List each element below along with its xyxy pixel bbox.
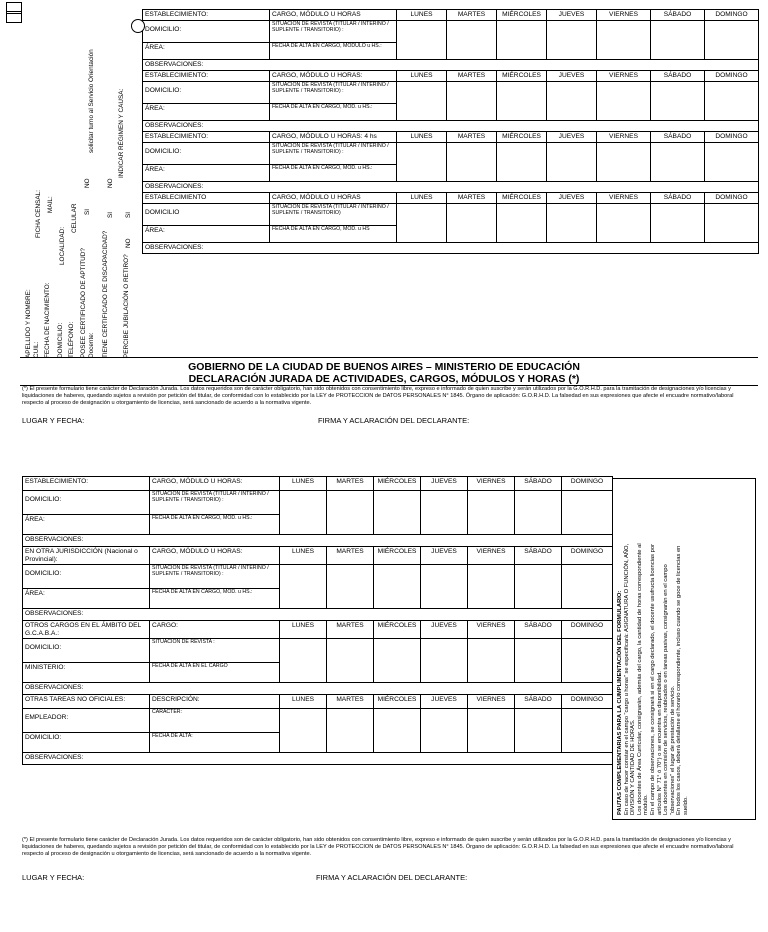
si-label: SI xyxy=(84,208,91,215)
detail-field[interactable]: SITUACIÓN DE REVISTA : xyxy=(150,639,280,663)
day-header: MIÉRCOLES xyxy=(497,71,547,82)
block-header-row xyxy=(23,695,613,709)
hours-cell[interactable] xyxy=(515,639,562,683)
hours-cell[interactable] xyxy=(397,143,447,182)
hours-cell[interactable] xyxy=(515,565,562,609)
hours-cell[interactable] xyxy=(374,639,421,683)
domicilio-label: DOMICILIO: xyxy=(57,322,64,358)
fecha-alta-field[interactable]: FECHA DE ALTA EN CARGO, MÓD. u HS xyxy=(270,226,397,243)
observaciones-field[interactable]: OBSERVACIONES: xyxy=(23,609,613,621)
day-header: VIERNES xyxy=(597,10,651,21)
mail-label: MAIL: xyxy=(47,196,54,213)
cargo-field[interactable]: CARGO, MÓDULO U HORAS xyxy=(270,10,397,21)
day-header: DOMINGO xyxy=(705,71,759,82)
day-header: VIERNES xyxy=(468,477,515,491)
hours-cell[interactable] xyxy=(705,82,759,121)
orientacion-label: solicitar turno al Servicio Orientación xyxy=(88,49,95,153)
situacion-revista-field[interactable]: SITUACIÓN DE REVISTA (TITULAR / INTERINO / SUPLENTE / TRANSITORIO) : xyxy=(270,21,397,43)
hours-cell[interactable] xyxy=(547,204,597,243)
establecimiento-field[interactable]: ESTABLECIMIENTO xyxy=(143,193,270,204)
detail-field[interactable]: CARÁCTER: xyxy=(150,709,280,733)
day-header: MARTES xyxy=(447,71,497,82)
day-header: SÁBADO xyxy=(651,10,705,21)
hours-cell[interactable] xyxy=(397,204,447,243)
day-header: LUNES xyxy=(397,132,447,143)
guideline-line: Los docentes en comisión de servicios, reubicados o en tareas pasivas, consignarán en el campo xyxy=(663,564,670,815)
day-header: MARTES xyxy=(447,193,497,204)
hours-cell[interactable] xyxy=(547,143,597,182)
day-header: MARTES xyxy=(327,695,374,709)
hours-cell[interactable] xyxy=(447,143,497,182)
hours-cell[interactable] xyxy=(397,21,447,60)
localidad-label: LOCALIDAD: xyxy=(59,226,66,265)
celular-label: CELULAR xyxy=(71,203,78,233)
day-header: MIÉRCOLES xyxy=(374,621,421,639)
day-header: JUEVES xyxy=(547,132,597,143)
no-label: NO xyxy=(84,178,91,188)
situacion-revista-field[interactable]: SITUACIÓN DE REVISTA (TITULAR / INTERINO / SUPLENTE / TRANSITORIO) : xyxy=(270,82,397,104)
day-header: LUNES xyxy=(280,547,327,565)
day-header: DOMINGO xyxy=(562,621,613,639)
area-field[interactable]: ÁREA: xyxy=(143,226,270,243)
block-header-row xyxy=(23,621,613,639)
firma-label: FIRMA Y ACLARACIÓN DEL DECLARANTE: xyxy=(318,416,470,425)
establecimiento-field[interactable]: ESTABLECIMIENTO: xyxy=(143,132,270,143)
hours-cell[interactable] xyxy=(705,204,759,243)
block-row xyxy=(23,639,613,663)
observaciones-row xyxy=(23,753,613,765)
hours-cell[interactable] xyxy=(327,709,374,753)
day-header: JUEVES xyxy=(421,621,468,639)
cargo-field[interactable]: CARGO, MÓDULO U HORAS xyxy=(270,193,397,204)
day-header: MARTES xyxy=(447,132,497,143)
block-header-row xyxy=(23,547,613,565)
observaciones-row xyxy=(143,182,759,193)
cargo-field[interactable]: CARGO, MÓDULO U HORAS: 4 hs xyxy=(270,132,397,143)
day-header: SÁBADO xyxy=(515,695,562,709)
form-title-declaration: DECLARACIÓN JURADA DE ACTIVIDADES, CARGOS, MÓDULOS Y HORAS (*) xyxy=(188,373,580,385)
marker-circle xyxy=(131,19,145,33)
guideline-line: En caso de hacer constar en el campo “cargo u horas” se especificará: ASIGNATURA O FUNCIÓN, AÑO, xyxy=(623,543,630,815)
hours-cell[interactable] xyxy=(562,639,613,683)
day-header: VIERNES xyxy=(468,547,515,565)
corner-square-mark xyxy=(6,11,22,23)
hours-cell[interactable] xyxy=(447,21,497,60)
section-field[interactable]: EN OTRA JURISDICCIÓN (Nacional o Provincial): xyxy=(23,547,150,565)
block-header-row xyxy=(143,10,759,21)
hours-cell[interactable] xyxy=(327,565,374,609)
area-field[interactable]: ÁREA: xyxy=(143,104,270,121)
hours-cell[interactable] xyxy=(597,21,651,60)
hours-cell[interactable] xyxy=(327,639,374,683)
detail-field[interactable]: FECHA DE ALTA: xyxy=(150,733,280,753)
fecha-alta-field[interactable]: FECHA DE ALTA EN CARGO, MÓDULO u HS.: xyxy=(270,43,397,60)
block-row xyxy=(143,21,759,43)
day-header: DOMINGO xyxy=(562,547,613,565)
hours-cell[interactable] xyxy=(447,204,497,243)
domicilio-field[interactable]: DOMICILIO: xyxy=(143,21,270,43)
detail-field[interactable]: DOMICILIO: xyxy=(23,491,150,515)
observaciones-row xyxy=(143,121,759,132)
guideline-line: sueldo. xyxy=(683,796,689,815)
hours-cell[interactable] xyxy=(468,709,515,753)
day-header: DOMINGO xyxy=(705,10,759,21)
guidelines-box xyxy=(612,478,756,820)
hours-cell[interactable] xyxy=(421,639,468,683)
day-header: MIÉRCOLES xyxy=(497,132,547,143)
block-row xyxy=(23,491,613,515)
establecimiento-field[interactable]: ESTABLECIMIENTO: xyxy=(143,71,270,82)
detail-field[interactable]: ÁREA: xyxy=(23,515,150,535)
detail-field[interactable]: FECHA DE ALTA EN CARGO, MÓD. u HS.: xyxy=(150,589,280,609)
hours-cell[interactable] xyxy=(374,491,421,535)
detail-field[interactable]: DOMICILIO: xyxy=(23,639,150,663)
block-header-row xyxy=(143,132,759,143)
domicilio-field[interactable]: DOMICILIO xyxy=(143,204,270,226)
hours-cell[interactable] xyxy=(651,21,705,60)
hours-cell[interactable] xyxy=(597,82,651,121)
observaciones-field[interactable]: OBSERVACIONES: xyxy=(23,683,613,695)
hours-cell[interactable] xyxy=(421,709,468,753)
hours-cell[interactable] xyxy=(280,639,327,683)
observaciones-field[interactable]: OBSERVACIONES: xyxy=(23,753,613,765)
hours-cell[interactable] xyxy=(705,21,759,60)
discapacidad-label: TIENE CERTIFICADO DE DISCAPACIDAD? xyxy=(102,230,109,358)
firma-label: FIRMA Y ACLARACIÓN DEL DECLARANTE: xyxy=(316,873,468,882)
observaciones-field[interactable]: OBSERVACIONES: xyxy=(143,243,759,254)
hours-cell[interactable] xyxy=(280,709,327,753)
observaciones-row xyxy=(23,683,613,695)
guideline-line: artículos N° 71° ó 70°) o se encuentra en disponibilidad. xyxy=(656,671,663,815)
day-header: MIÉRCOLES xyxy=(374,695,421,709)
hours-cell[interactable] xyxy=(397,82,447,121)
guideline-line: DIVISIÓN Y CANTIDAD DE HORAS. xyxy=(630,719,637,815)
hours-cell[interactable] xyxy=(547,21,597,60)
cargo-field[interactable]: CARGO, MÓDULO U HORAS: xyxy=(270,71,397,82)
hours-cell[interactable] xyxy=(421,565,468,609)
day-header: MIÉRCOLES xyxy=(497,193,547,204)
observaciones-field[interactable]: OBSERVACIONES: xyxy=(143,60,759,71)
form-title-ministry: GOBIERNO DE LA CIUDAD DE BUENOS AIRES – MINISTERIO DE EDUCACIÓN xyxy=(188,361,580,373)
day-header: VIERNES xyxy=(597,132,651,143)
day-header: VIERNES xyxy=(597,71,651,82)
guideline-line: “observaciones” el lugar de prestación de servicio. xyxy=(669,685,676,815)
day-header: MARTES xyxy=(327,477,374,491)
day-header: LUNES xyxy=(397,71,447,82)
hours-cell[interactable] xyxy=(597,204,651,243)
divider xyxy=(20,357,758,358)
fecha-alta-field[interactable]: FECHA DE ALTA EN CARGO, MÓD. u HS.: xyxy=(270,104,397,121)
legal-note: (*) El presente formulario tiene carácter de Declaración Jurada. Los datos requeridos son de carácter obligatorio, han sido obtenidos con consentimiento libre, expreso e informado de quien suscribe y serán utilizados por la G.O.R.H.D. para la tramitación de designaciones y/o licencias y liquidaciones de haberes, quedando sujetos a revisión por petición del titular, de conformidad con lo establecido por la LEY de PROTECCION de DATOS PERSONALES N° 1845. Órgano de aplicación: G.O.R.H.D. La falsedad en sus expresiones que afecte el encuadre normativo/laboral respecto al proceso de designación u otorgamiento de licencias, será sancionado de acuerdo a la normativa vigente. xyxy=(22,837,734,857)
day-header: LUNES xyxy=(280,477,327,491)
si-label: SI xyxy=(125,211,132,218)
hours-cell[interactable] xyxy=(547,82,597,121)
observaciones-row xyxy=(143,243,759,254)
hours-cell[interactable] xyxy=(374,709,421,753)
day-header: VIERNES xyxy=(468,621,515,639)
detail-field[interactable]: FECHA DE ALTA EN CARGO, MÓD. u HS.: xyxy=(150,515,280,535)
area-field[interactable]: ÁREA: xyxy=(143,165,270,182)
hours-cell[interactable] xyxy=(562,709,613,753)
situacion-revista-field[interactable]: SITUACIÓN DE REVISTA (TITULAR / INTERINO / SUPLENTE / TRANSITORIO) xyxy=(270,204,397,226)
situacion-revista-field[interactable]: SITUACIÓN DE REVISTA (TITULAR / INTERINO / SUPLENTE / TRANSITORIO) : xyxy=(270,143,397,165)
cargo-field[interactable]: CARGO: xyxy=(150,621,280,639)
hours-cell[interactable] xyxy=(562,491,613,535)
day-header: LUNES xyxy=(280,695,327,709)
telefono-label: TELÉFONO: xyxy=(68,321,75,358)
day-header: VIERNES xyxy=(468,695,515,709)
hours-cell[interactable] xyxy=(497,143,547,182)
regimen-causa-label: INDICAR RÉGIMEN Y CAUSA: xyxy=(118,88,125,178)
cargo-field[interactable]: CARGO, MÓDULO U HORAS: xyxy=(150,477,280,491)
certificado-aptitud-label: POSEE CERTIFICADO DE APTITUD? xyxy=(80,248,87,358)
day-header: SÁBADO xyxy=(515,547,562,565)
jubilacion-label: PERCIBE JUBILACIÓN O RETIRO? xyxy=(123,254,130,358)
detail-field[interactable]: EMPLEADOR: xyxy=(23,709,150,733)
detail-field[interactable]: ÁREA: xyxy=(23,589,150,609)
day-header: JUEVES xyxy=(547,193,597,204)
cuil-label: CUIL: xyxy=(33,341,40,358)
docente-label: Docente: xyxy=(88,332,95,358)
ficha-censal-label: FICHA CENSAL: xyxy=(35,190,42,238)
guideline-line: módulo. xyxy=(643,794,650,815)
day-header: DOMINGO xyxy=(705,193,759,204)
section-field[interactable]: OTROS CARGOS EN EL ÁMBITO DEL G.C.A.B.A.: xyxy=(23,621,150,639)
day-header: LUNES xyxy=(280,621,327,639)
lugar-fecha-label: LUGAR Y FECHA: xyxy=(22,873,85,882)
hours-cell[interactable] xyxy=(562,565,613,609)
block-row xyxy=(143,82,759,104)
hours-cell[interactable] xyxy=(374,565,421,609)
day-header: MIÉRCOLES xyxy=(374,547,421,565)
day-header: JUEVES xyxy=(421,695,468,709)
day-header: JUEVES xyxy=(547,10,597,21)
top-activities-table xyxy=(142,9,759,254)
apellido-label: APELLIDO Y NOMBRE: xyxy=(25,289,32,358)
day-header: SÁBADO xyxy=(515,621,562,639)
detail-field[interactable]: FECHA DE ALTA EN EL CARGO xyxy=(150,663,280,683)
block-row xyxy=(23,709,613,733)
hours-cell[interactable] xyxy=(651,82,705,121)
day-header: JUEVES xyxy=(547,71,597,82)
day-header: MARTES xyxy=(327,621,374,639)
hours-cell[interactable] xyxy=(705,143,759,182)
hours-cell[interactable] xyxy=(651,143,705,182)
block-header-row xyxy=(143,71,759,82)
section-field[interactable]: OTRAS TAREAS NO OFICIALES: xyxy=(23,695,150,709)
hours-cell[interactable] xyxy=(497,21,547,60)
hours-cell[interactable] xyxy=(597,143,651,182)
guideline-line: En el campo de observaciones, se consignará si en el cargo declarado, el docente usufructa licencias por xyxy=(650,543,656,815)
day-header: JUEVES xyxy=(421,477,468,491)
cargo-field[interactable]: DESCRIPCIÓN: xyxy=(150,695,280,709)
observaciones-field[interactable]: OBSERVACIONES: xyxy=(143,121,759,132)
si-label: SI xyxy=(107,211,114,218)
day-header: DOMINGO xyxy=(562,477,613,491)
block-header-row xyxy=(143,193,759,204)
hours-cell[interactable] xyxy=(497,204,547,243)
hours-cell[interactable] xyxy=(280,491,327,535)
day-header: SÁBADO xyxy=(515,477,562,491)
hours-cell[interactable] xyxy=(447,82,497,121)
block-row xyxy=(143,143,759,165)
domicilio-field[interactable]: DOMICILIO: xyxy=(143,82,270,104)
day-header: MARTES xyxy=(447,10,497,21)
cargo-field[interactable]: CARGO, MÓDULO U HORAS: xyxy=(150,547,280,565)
block-header-row xyxy=(23,477,613,491)
fecha-alta-field[interactable]: FECHA DE ALTA EN CARGO, MÓD. u HS.: xyxy=(270,165,397,182)
hours-cell[interactable] xyxy=(515,709,562,753)
hours-cell[interactable] xyxy=(468,639,515,683)
domicilio-field[interactable]: DOMICILIO: xyxy=(143,143,270,165)
hours-cell[interactable] xyxy=(651,204,705,243)
observaciones-row xyxy=(23,609,613,621)
day-header: DOMINGO xyxy=(705,132,759,143)
establecimiento-field[interactable]: ESTABLECIMIENTO: xyxy=(143,10,270,21)
detail-field[interactable]: SITUACIÓN DE REVISTA (TITULAR / INTERINO / SUPLENTE / TRANSITORIO) : xyxy=(150,565,280,589)
hours-cell[interactable] xyxy=(468,565,515,609)
day-header: SÁBADO xyxy=(651,132,705,143)
day-header: LUNES xyxy=(397,193,447,204)
day-header: SÁBADO xyxy=(651,193,705,204)
day-header: LUNES xyxy=(397,10,447,21)
day-header: DOMINGO xyxy=(562,695,613,709)
block-row xyxy=(23,565,613,589)
observaciones-field[interactable]: OBSERVACIONES: xyxy=(23,535,613,547)
day-header: VIERNES xyxy=(597,193,651,204)
hours-cell[interactable] xyxy=(421,491,468,535)
guideline-line: En todos los casos, deberá detallarse el horario correspondiente, incluso cuando se goce de licencias en xyxy=(676,545,683,815)
section-field[interactable]: ESTABLECIMIENTO: xyxy=(23,477,150,491)
day-header: MIÉRCOLES xyxy=(374,477,421,491)
hours-cell[interactable] xyxy=(497,82,547,121)
hours-cell[interactable] xyxy=(327,491,374,535)
block-row xyxy=(143,204,759,226)
fecha-nacimiento-label: FECHA DE NACIMIENTO: xyxy=(44,282,51,358)
detail-field[interactable]: SITUACIÓN DE REVISTA (TITULAR / INTERINO / SUPLENTE / TRANSITORIO) : xyxy=(150,491,280,515)
legal-note: (*) El presente formulario tiene carácter de Declaración Jurada. Los datos requeridos son de carácter obligatorio, han sido obtenidos con consentimiento libre, expreso e informado de quien suscribe y serán utilizados por la G.O.R.H.D. para la tramitación de designaciones y/o licencias y liquidaciones de haberes, quedando sujetos a revisión por petición del titular, de conformidad con lo establecido por la LEY de PROTECCION de DATOS PERSONALES N° 1845. Órgano de aplicación: G.O.R.H.D. La falsedad en sus expresiones que afecte el encuadre normativo/laboral respecto al proceso de designación u otorgamiento de licencias, será sancionado de acuerdo a la normativa vigente. xyxy=(22,386,734,406)
observaciones-field[interactable]: OBSERVACIONES: xyxy=(143,182,759,193)
detail-field[interactable]: MINISTERIO: xyxy=(23,663,150,683)
guidelines-title: PAUTAS COMPLEMENTARIAS PARA LA CUMPLIMENTACIÓN DEL FORMULARIO: xyxy=(617,590,623,815)
no-label: NO xyxy=(107,178,114,188)
observaciones-row xyxy=(23,535,613,547)
bottom-activities-table xyxy=(22,476,613,765)
day-header: MIÉRCOLES xyxy=(497,10,547,21)
no-label: NO xyxy=(125,238,132,248)
lugar-fecha-label: LUGAR Y FECHA: xyxy=(22,416,85,425)
hours-cell[interactable] xyxy=(515,491,562,535)
detail-field[interactable]: DOMICILIO: xyxy=(23,733,150,753)
day-header: SÁBADO xyxy=(651,71,705,82)
observaciones-row xyxy=(143,60,759,71)
personal-data-column xyxy=(22,8,142,358)
area-field[interactable]: ÁREA: xyxy=(143,43,270,60)
guideline-line: Los docentes de Área Curricular, consignarán, además del cargo, la cantidad de horas correspondiente al xyxy=(636,543,643,815)
hours-cell[interactable] xyxy=(280,565,327,609)
detail-field[interactable]: DOMICILIO: xyxy=(23,565,150,589)
day-header: MARTES xyxy=(327,547,374,565)
hours-cell[interactable] xyxy=(468,491,515,535)
day-header: JUEVES xyxy=(421,547,468,565)
